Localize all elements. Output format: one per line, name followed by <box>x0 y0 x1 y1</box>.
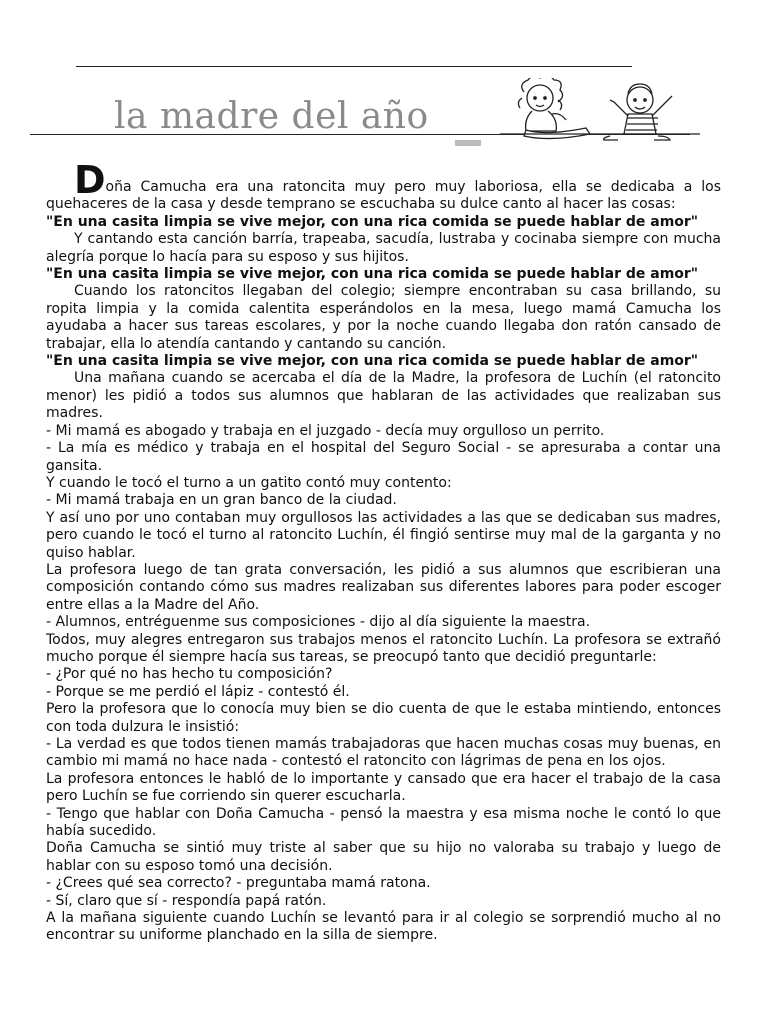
story-paragraph: - Porque se me perdió el lápiz - contestó él. <box>46 683 350 700</box>
story-paragraph: La profesora luego de tan grata conversación, les pidió a sus alumnos que escribieran una composición contando cómo sus madres realizaban sus diferentes labores para poder escoger entre ellas a la Madre del Año. <box>46 561 721 613</box>
story-paragraph: - Alumnos, entréguenme sus composiciones - dijo al día siguiente la maestra. <box>46 614 591 631</box>
first-paragraph <box>46 158 721 214</box>
story-paragraph: - Sí, claro que sí - respondía papá ratón. <box>46 892 327 909</box>
story-paragraph: Y así uno por uno contaban muy orgullosos las actividades a las que se dedicaban sus madres, pero cuando le tocó el turno al ratoncito Luchín, él fingió sentirse muy mal de la garganta y no quiso hablar. <box>46 509 721 561</box>
story-paragraph: Y cuando le tocó el turno a un gatito contó muy contento: <box>46 474 452 491</box>
story-paragraph: - Tengo que hablar con Doña Camucha - pensó la maestra y esa misma noche le contó lo que había sucedido. <box>46 805 721 840</box>
song-chorus: "En una casita limpia se vive mejor, con una rica comida se puede hablar de amor" <box>46 213 699 230</box>
song-chorus: "En una casita limpia se vive mejor, con una rica comida se puede hablar de amor" <box>46 266 699 283</box>
page-title: la madre del año <box>114 96 429 137</box>
story-paragraph: Una mañana cuando se acercaba el día de la Madre, la profesora de Luchín (el ratoncito menor) les pidió a todos sus alumnos que hablaran de las actividades que realizaban sus madres. <box>46 370 721 422</box>
story-paragraph: Pero la profesora que lo conocía muy bien se dio cuenta de que le estaba mintiendo, entonces con toda dulzura le insistió: <box>46 701 721 735</box>
first-paragraph-text: oña Camucha era una ratoncita muy pero muy laboriosa, ella se dedicaba a los quehaceres de la casa y desde temprano se escuchaba su dulce canto al hacer las cosas: <box>46 179 721 213</box>
story-paragraph: Todos, muy alegres entregaron sus trabajos menos el ratoncito Luchín. La profesora se extrañó mucho porque él siempre hacía sus tareas, se preocupó tanto que decidió preguntarle: <box>46 631 721 665</box>
story-paragraph: - Mi mamá trabaja en un gran banco de la ciudad. <box>46 492 397 509</box>
title-rule-shadow <box>455 140 481 146</box>
story-paragraph: - ¿Crees qué sea correcto? - preguntaba mamá ratona. <box>46 875 431 892</box>
story-paragraph: - La verdad es que todos tienen mamás trabajadoras que hacen muchas cosas muy buenas, en cambio mi mamá no hace nada - contestó el ratoncito con lágrimas de pena en los ojos. <box>46 736 721 770</box>
paragraph-list <box>46 214 721 945</box>
story-paragraph: Doña Camucha se sintió muy triste al saber que su hijo no valoraba su trabajo y luego de hablar con su esposo tomó una decisión. <box>46 840 721 874</box>
story-paragraph: Y cantando esta canción barría, trapeaba, sacudía, lustraba y cocinaba siempre con mucha alegría porque lo hacía para su esposo y sus hijitos. <box>46 231 721 265</box>
story-paragraph: - ¿Por qué no has hecho tu composición? <box>46 666 333 683</box>
story-body <box>46 158 721 945</box>
story-paragraph: - La mía es médico y trabaja en el hospital del Seguro Social - se apresuraba a contar una gansita. <box>46 440 721 474</box>
song-chorus: "En una casita limpia se vive mejor, con una rica comida se puede hablar de amor" <box>46 353 699 370</box>
story-paragraph: A la mañana siguiente cuando Luchín se levantó para ir al colegio se sorprendió mucho al no encontrar su uniforme planchado en la silla de siempre. <box>46 910 721 944</box>
drop-cap: D <box>74 158 106 202</box>
story-paragraph: - Mi mamá es abogado y trabaja en el juzgado - decía muy orgulloso un perrito. <box>46 422 605 439</box>
children-illustration <box>500 78 700 142</box>
story-paragraph: La profesora entonces le habló de lo importante y cansado que era hacer el trabajo de la casa pero Luchín se fue corriendo sin querer escucharla. <box>46 770 721 805</box>
top-rule <box>76 66 632 67</box>
story-paragraph: Cuando los ratoncitos llegaban del colegio; siempre encontraban su casa brillando, su ropita limpia y la comida calentita esperándolos en la mesa, luego mamá Camucha los ayudaba a hacer sus tareas escolares, y por la noche cuando llegaba don ratón cansado de trabajar, ella lo atendía cantando y cantando su canción. <box>46 283 721 352</box>
